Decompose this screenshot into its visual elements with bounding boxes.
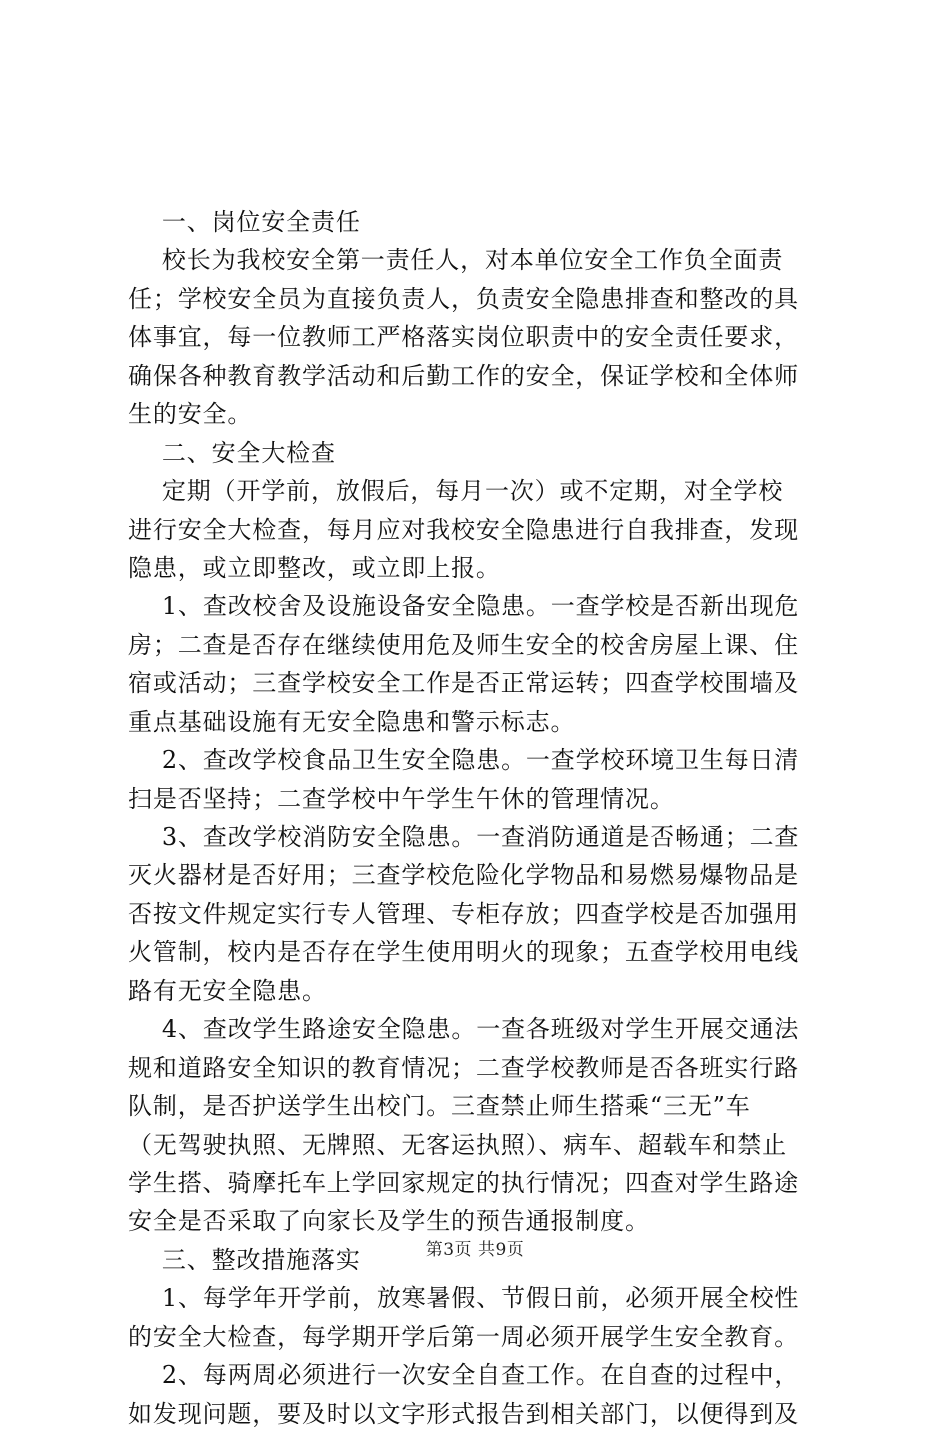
section-heading-1: 一、岗位安全责任 — [128, 208, 361, 236]
text-line: 如发现问题，要及时以文字形式报告到相关部门，以便得到及 — [128, 1399, 799, 1428]
text-line: 任；学校安全员为直接负责人，负责安全隐患排查和整改的具 — [128, 284, 799, 313]
text-line: 规和道路安全知识的教育情况；二查学校教师是否各班实行路 — [128, 1053, 799, 1082]
text-line: 宿或活动；三查学校安全工作是否正常运转；四查学校围墙及 — [128, 669, 799, 698]
page-number-footer: 第3页 共9页 — [425, 1240, 525, 1260]
text-line: 进行安全大检查，每月应对我校安全隐患进行自我排查，发现 — [128, 515, 799, 544]
text-line: 2、每两周必须进行一次安全自查工作。在自查的过程中， — [128, 1361, 800, 1390]
text-line: 1、每学年开学前，放寒暑假、节假日前，必须开展全校性 — [128, 1284, 800, 1313]
text-line: （无驾驶执照、无牌照、无客运执照）、病车、超载车和禁止 — [128, 1130, 787, 1159]
text-line: 生的安全。 — [128, 400, 253, 429]
text-line: 校长为我校安全第一责任人，对本单位安全工作负全面责 — [128, 246, 784, 275]
section-heading-2: 二、安全大检查 — [128, 438, 336, 467]
text-line: 扫是否坚持；二查学校中午学生午休的管理情况。 — [128, 784, 675, 813]
text-line: 队制，是否护送学生出校门。三查禁止师生搭乘“三无”车 — [128, 1092, 751, 1121]
text-line: 2、查改学校食品卫生安全隐患。一查学校环境卫生每日清 — [128, 746, 800, 775]
text-line: 4、查改学生路途安全隐患。一查各班级对学生开展交通法 — [128, 1015, 800, 1044]
text-line: 3、查改学校消防安全隐患。一查消防通道是否畅通；二查 — [128, 823, 800, 851]
text-line: 1、查改校舍及设施设备安全隐患。一查学校是否新出现危 — [128, 592, 800, 621]
text-line: 安全是否采取了向家长及学生的预告通报制度。 — [128, 1207, 650, 1236]
text-line: 定期（开学前，放假后，每月一次）或不定期，对全学校 — [128, 477, 784, 506]
text-line: 火管制，校内是否存在学生使用明火的现象；五查学校用电线 — [128, 938, 799, 967]
text-line: 房；二查是否存在继续使用危及师生安全的校舍房屋上课、住 — [128, 630, 799, 659]
text-line: 学生搭、骑摩托车上学回家规定的执行情况；四查对学生路途 — [128, 1168, 799, 1197]
text-line: 灭火器材是否好用；三查学校危险化学物品和易燃易爆物品是 — [128, 861, 799, 890]
text-line: 重点基础设施有无安全隐患和警示标志。 — [128, 707, 576, 736]
text-line: 体事宜，每一位教师工严格落实岗位职责中的安全责任要求， — [128, 323, 799, 352]
text-line: 的安全大检查，每学期开学后第一周必须开展学生安全教育。 — [128, 1322, 799, 1351]
text-line: 确保各种教育教学活动和后勤工作的安全，保证学校和全体师 — [128, 361, 799, 390]
text-line: 隐患，或立即整改，或立即上报。 — [128, 553, 501, 582]
text-line: 否按文件规定实行专人管理、专柜存放；四查学校是否加强用 — [128, 899, 799, 928]
section-heading-3: 三、整改措施落实 — [128, 1245, 361, 1274]
text-line: 路有无安全隐患。 — [128, 976, 327, 1005]
